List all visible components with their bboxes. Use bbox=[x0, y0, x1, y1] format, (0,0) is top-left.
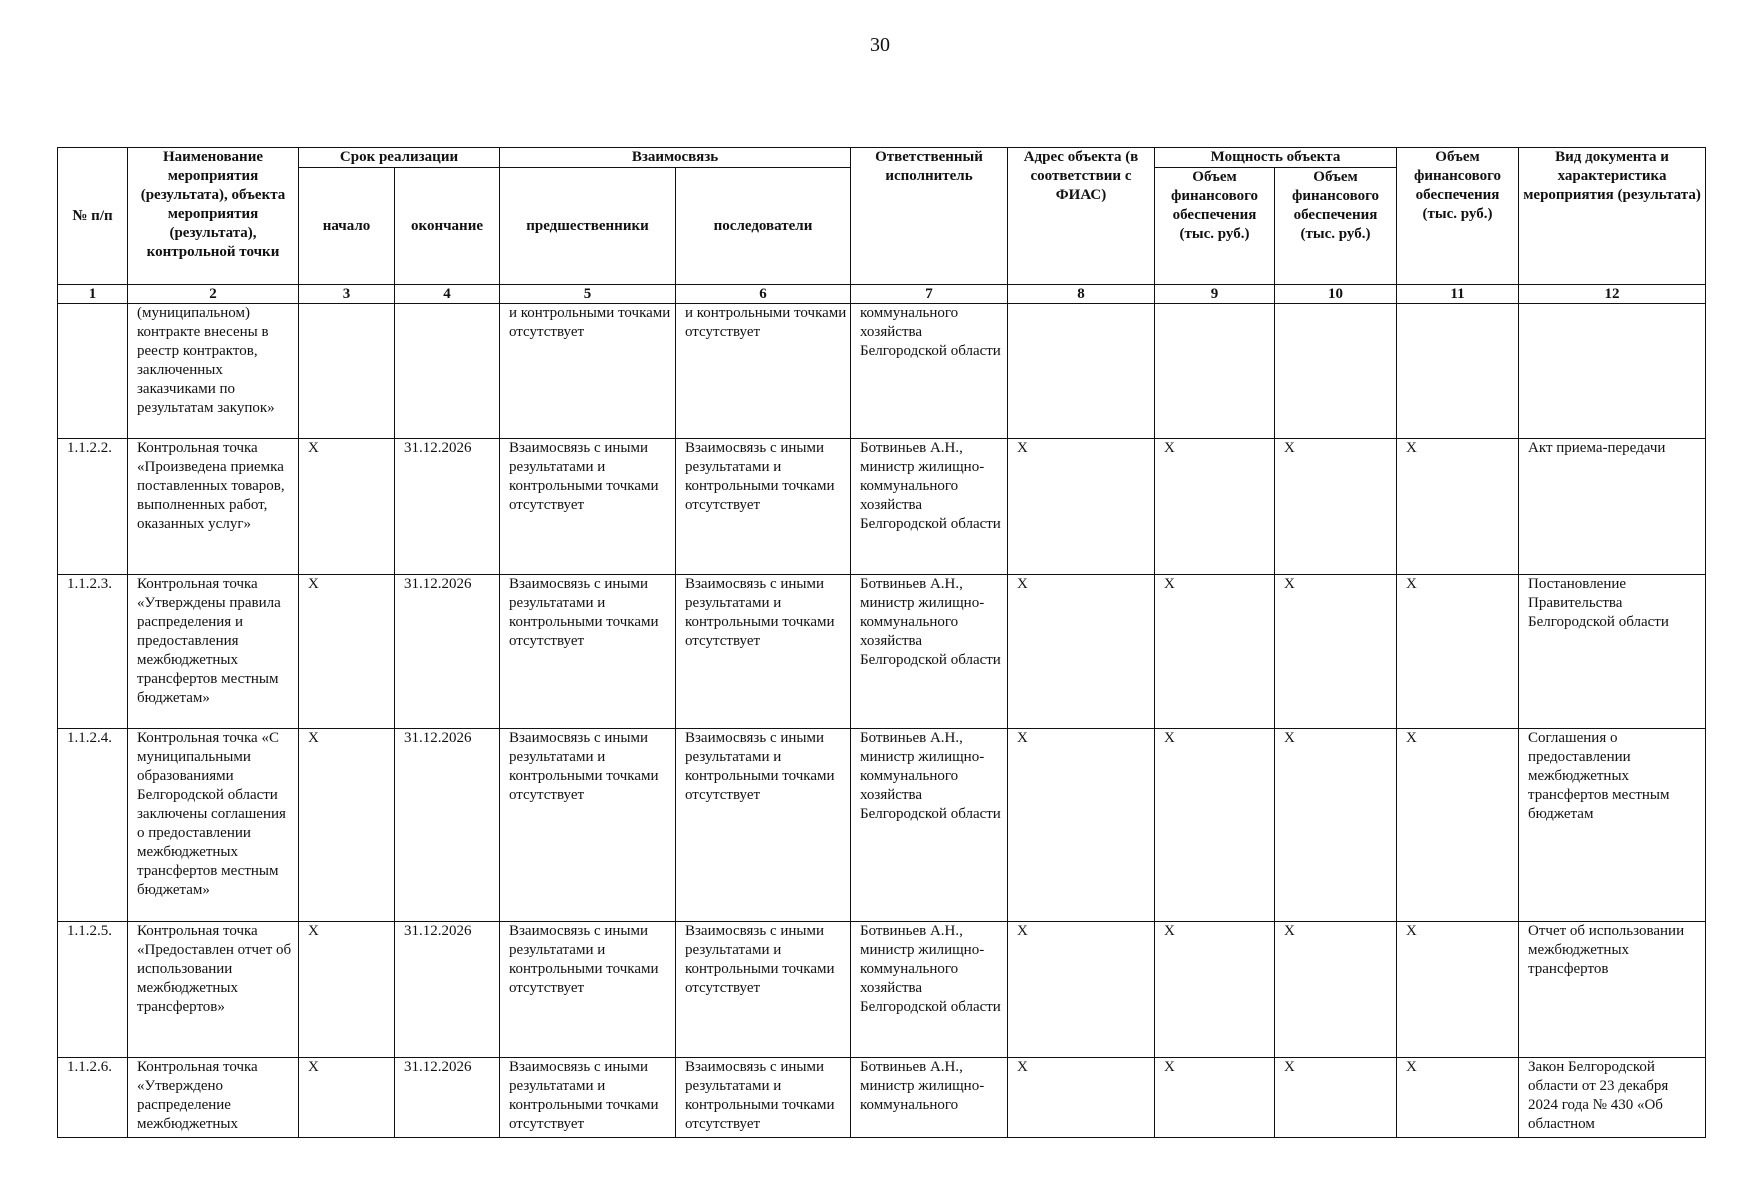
header-address: Адрес объекта (в соответствии с ФИАС) bbox=[1008, 148, 1155, 285]
column-number: 4 bbox=[395, 285, 500, 304]
column-number: 9 bbox=[1155, 285, 1275, 304]
row-capacity-a: X bbox=[1155, 729, 1275, 922]
row-end: 31.12.2026 bbox=[395, 439, 500, 575]
row-capacity-a: X bbox=[1155, 575, 1275, 729]
row-capacity-a bbox=[1155, 304, 1275, 439]
table-row bbox=[58, 575, 1706, 729]
row-executor: Ботвиньев А.Н., министр жилищно-коммунального хозяйства Белгородской области bbox=[851, 575, 1008, 729]
row-number: 1.1.2.5. bbox=[58, 922, 128, 1058]
row-successors: Взаимосвязь с иными результатами и контрольными точками отсутствует bbox=[676, 439, 851, 575]
row-number: 1.1.2.4. bbox=[58, 729, 128, 922]
page-number: 30 bbox=[870, 34, 890, 56]
row-name: Контрольная точка «С муниципальными образованиями Белгородской области заключены соглашения о предоставлении межбюджетных трансфертов местным бюджетам» bbox=[128, 729, 299, 922]
row-volume: X bbox=[1397, 1058, 1519, 1138]
row-capacity-b bbox=[1275, 304, 1397, 439]
column-number: 2 bbox=[128, 285, 299, 304]
row-capacity-b: X bbox=[1275, 729, 1397, 922]
row-predecessors: Взаимосвязь с иными результатами и контрольными точками отсутствует bbox=[500, 439, 676, 575]
table-row bbox=[58, 1058, 1706, 1138]
header-start: начало bbox=[299, 168, 395, 285]
row-start: X bbox=[299, 575, 395, 729]
row-predecessors: Взаимосвязь с иными результатами и контрольными точками отсутствует bbox=[500, 575, 676, 729]
column-numbers-row bbox=[58, 285, 1706, 304]
row-successors: Взаимосвязь с иными результатами и контрольными точками отсутствует bbox=[676, 575, 851, 729]
row-address: X bbox=[1008, 729, 1155, 922]
column-number: 6 bbox=[676, 285, 851, 304]
row-volume: X bbox=[1397, 575, 1519, 729]
row-document: Отчет об использовании межбюджетных трансфертов bbox=[1519, 922, 1706, 1058]
row-capacity-b: X bbox=[1275, 439, 1397, 575]
row-end: 31.12.2026 bbox=[395, 922, 500, 1058]
row-capacity-a: X bbox=[1155, 922, 1275, 1058]
row-number bbox=[58, 304, 128, 439]
row-volume: X bbox=[1397, 922, 1519, 1058]
row-start: X bbox=[299, 729, 395, 922]
table-header bbox=[58, 148, 1706, 304]
header-capacity-a: Объем финансового обеспечения (тыс. руб.) bbox=[1155, 168, 1275, 285]
row-volume: X bbox=[1397, 729, 1519, 922]
column-number: 3 bbox=[299, 285, 395, 304]
row-address: X bbox=[1008, 575, 1155, 729]
header-successors: последователи bbox=[676, 168, 851, 285]
row-name: Контрольная точка «Произведена приемка поставленных товаров, выполненных работ, оказанных услуг» bbox=[128, 439, 299, 575]
column-number: 1 bbox=[58, 285, 128, 304]
row-address bbox=[1008, 304, 1155, 439]
row-predecessors: Взаимосвязь с иными результатами и контрольными точками отсутствует bbox=[500, 729, 676, 922]
table-row bbox=[58, 922, 1706, 1058]
column-number: 7 bbox=[851, 285, 1008, 304]
header-capacity: Мощность объекта bbox=[1155, 148, 1397, 168]
row-capacity-b: X bbox=[1275, 1058, 1397, 1138]
column-number: 8 bbox=[1008, 285, 1155, 304]
row-end bbox=[395, 304, 500, 439]
row-document bbox=[1519, 304, 1706, 439]
header-doc: Вид документа и характеристика мероприятия (результата) bbox=[1519, 148, 1706, 285]
row-capacity-b: X bbox=[1275, 575, 1397, 729]
row-executor: Ботвиньев А.Н., министр жилищно-коммунального хозяйства Белгородской области bbox=[851, 729, 1008, 922]
header-capacity-b: Объем финансового обеспечения (тыс. руб.) bbox=[1275, 168, 1397, 285]
row-volume: X bbox=[1397, 439, 1519, 575]
header-executor: Ответственный исполнитель bbox=[851, 148, 1008, 285]
row-name: Контрольная точка «Утверждены правила распределения и предоставления межбюджетных трансфертов местным бюджетам» bbox=[128, 575, 299, 729]
row-address: X bbox=[1008, 922, 1155, 1058]
table-row bbox=[58, 439, 1706, 575]
row-predecessors: Взаимосвязь с иными результатами и контрольными точками отсутствует bbox=[500, 922, 676, 1058]
row-executor: Ботвиньев А.Н., министр жилищно-коммунального хозяйства Белгородской области bbox=[851, 439, 1008, 575]
row-predecessors: и контрольными точками отсутствует bbox=[500, 304, 676, 439]
row-successors: Взаимосвязь с иными результатами и контрольными точками отсутствует bbox=[676, 1058, 851, 1138]
row-start: X bbox=[299, 1058, 395, 1138]
column-number: 5 bbox=[500, 285, 676, 304]
row-executor: коммунального хозяйства Белгородской области bbox=[851, 304, 1008, 439]
header-number: № п/п bbox=[58, 148, 128, 285]
row-successors: Взаимосвязь с иными результатами и контрольными точками отсутствует bbox=[676, 729, 851, 922]
row-successors: Взаимосвязь с иными результатами и контрольными точками отсутствует bbox=[676, 922, 851, 1058]
table-row bbox=[58, 304, 1706, 439]
row-name: Контрольная точка «Утверждено распределение межбюджетных bbox=[128, 1058, 299, 1138]
row-end: 31.12.2026 bbox=[395, 575, 500, 729]
row-document: Акт приема-передачи bbox=[1519, 439, 1706, 575]
row-number: 1.1.2.3. bbox=[58, 575, 128, 729]
row-executor: Ботвиньев А.Н., министр жилищно-коммунального bbox=[851, 1058, 1008, 1138]
row-end: 31.12.2026 bbox=[395, 729, 500, 922]
row-document: Постановление Правительства Белгородской области bbox=[1519, 575, 1706, 729]
row-address: X bbox=[1008, 1058, 1155, 1138]
table-row bbox=[58, 729, 1706, 922]
row-capacity-a: X bbox=[1155, 1058, 1275, 1138]
row-number: 1.1.2.2. bbox=[58, 439, 128, 575]
row-number: 1.1.2.6. bbox=[58, 1058, 128, 1138]
row-start bbox=[299, 304, 395, 439]
row-document: Закон Белгородской области от 23 декабря 2024 года № 430 «Об областном bbox=[1519, 1058, 1706, 1138]
header-term: Срок реализации bbox=[299, 148, 500, 168]
row-successors: и контрольными точками отсутствует bbox=[676, 304, 851, 439]
row-start: X bbox=[299, 439, 395, 575]
header-end: окончание bbox=[395, 168, 500, 285]
row-end: 31.12.2026 bbox=[395, 1058, 500, 1138]
header-name: Наименование мероприятия (результата), объекта мероприятия (результата), контрольной точки bbox=[128, 148, 299, 285]
row-start: X bbox=[299, 922, 395, 1058]
column-number: 12 bbox=[1519, 285, 1706, 304]
row-volume bbox=[1397, 304, 1519, 439]
column-number: 11 bbox=[1397, 285, 1519, 304]
header-predecessors: предшественники bbox=[500, 168, 676, 285]
row-address: X bbox=[1008, 439, 1155, 575]
row-name: (муниципальном) контракте внесены в реестр контрактов, заключенных заказчиками по результатам закупок» bbox=[128, 304, 299, 439]
row-name: Контрольная точка «Предоставлен отчет об использовании межбюджетных трансфертов» bbox=[128, 922, 299, 1058]
column-number: 10 bbox=[1275, 285, 1397, 304]
plan-table bbox=[57, 147, 1706, 1138]
header-volume: Объем финансового обеспечения (тыс. руб.) bbox=[1397, 148, 1519, 285]
row-capacity-b: X bbox=[1275, 922, 1397, 1058]
row-document: Соглашения о предоставлении межбюджетных трансфертов местным бюджетам bbox=[1519, 729, 1706, 922]
row-capacity-a: X bbox=[1155, 439, 1275, 575]
row-predecessors: Взаимосвязь с иными результатами и контрольными точками отсутствует bbox=[500, 1058, 676, 1138]
header-link: Взаимосвязь bbox=[500, 148, 851, 168]
row-executor: Ботвиньев А.Н., министр жилищно-коммунального хозяйства Белгородской области bbox=[851, 922, 1008, 1058]
